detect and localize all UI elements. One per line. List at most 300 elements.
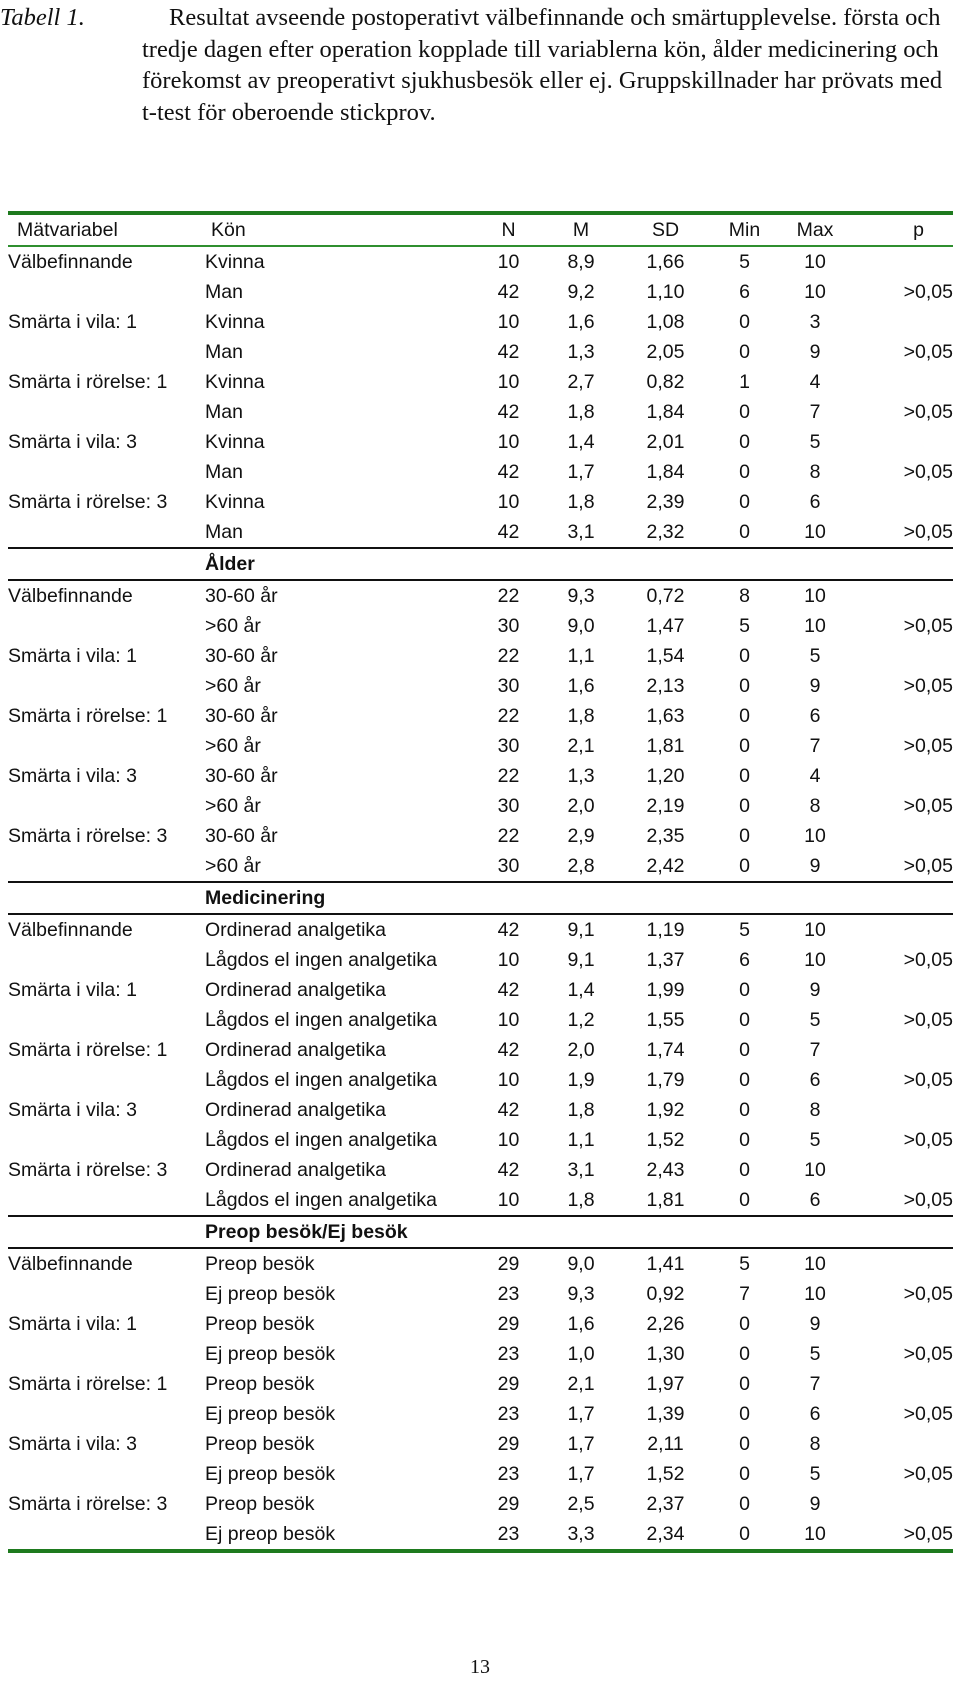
cell-max: 10 [804, 584, 826, 607]
cell-p-value: >0,05 [903, 1008, 953, 1031]
cell-p-value: >0,05 [903, 340, 953, 363]
table-row [8, 1095, 953, 1125]
cell-matvariabel: Välbefinnande [8, 250, 133, 273]
cell-max: 5 [809, 644, 821, 667]
cell-matvariabel [8, 671, 205, 701]
cell-min: 7 [739, 1282, 750, 1305]
cell-mean: 1,9 [567, 1068, 595, 1091]
cell-max: 10 [804, 948, 826, 971]
cell-max: 7 [809, 734, 821, 757]
section-spacer [8, 882, 205, 914]
cell-max: 6 [809, 1068, 821, 1091]
cell-mean: 9,3 [567, 584, 595, 607]
cell-p-value [853, 821, 953, 851]
cell-sd: 1,52 [646, 1128, 685, 1151]
cell-group: Man [205, 280, 243, 303]
table-row [8, 1459, 953, 1489]
cell-p-value: >0,05 [903, 794, 953, 817]
cell-mean: 1,3 [567, 764, 595, 787]
cell-group: Ej preop besök [205, 1342, 336, 1365]
cell-n: 23 [497, 1402, 520, 1425]
caption-label: Tabell 1. [0, 4, 85, 31]
cell-group: Ej preop besök [205, 1522, 336, 1545]
cell-n: 29 [497, 1372, 520, 1395]
cell-matvariabel [8, 1065, 205, 1095]
cell-matvariabel: Välbefinnande [8, 584, 133, 607]
cell-p-value: >0,05 [903, 1402, 953, 1425]
table-row [8, 457, 953, 487]
cell-max: 5 [809, 1462, 821, 1485]
table-caption [0, 2, 950, 128]
cell-min: 5 [739, 1252, 750, 1275]
table-row [8, 1489, 953, 1519]
cell-matvariabel: Smärta i rörelse: 1 [8, 704, 168, 727]
cell-n: 10 [497, 310, 520, 333]
cell-sd: 1,54 [646, 644, 685, 667]
table-row [8, 731, 953, 761]
cell-p-value: >0,05 [903, 460, 953, 483]
cell-max: 6 [809, 490, 821, 513]
cell-n: 29 [497, 1312, 520, 1335]
cell-min: 0 [739, 1158, 750, 1181]
cell-p-value [853, 761, 953, 791]
table-row [8, 1279, 953, 1309]
cell-n: 30 [497, 734, 520, 757]
header-min: Min [728, 218, 761, 241]
cell-max: 8 [809, 1432, 821, 1455]
cell-mean: 1,0 [567, 1342, 595, 1365]
cell-n: 42 [497, 1158, 520, 1181]
cell-n: 42 [497, 400, 520, 423]
cell-max: 10 [804, 1252, 826, 1275]
cell-sd: 1,74 [646, 1038, 685, 1061]
cell-matvariabel: Smärta i vila: 3 [8, 1098, 137, 1121]
cell-matvariabel [8, 1459, 205, 1489]
table-row [8, 1185, 953, 1216]
cell-min: 5 [739, 614, 750, 637]
cell-matvariabel: Smärta i vila: 3 [8, 430, 137, 453]
cell-group: Lågdos el ingen analgetika [205, 1188, 438, 1211]
cell-matvariabel: Smärta i vila: 3 [8, 1432, 137, 1455]
cell-max: 9 [809, 854, 821, 877]
header-matvariabel: Mätvariabel [17, 218, 118, 241]
cell-group: Kvinna [205, 430, 265, 453]
cell-matvariabel [8, 851, 205, 882]
section-title: Preop besök/Ej besök [205, 1220, 408, 1243]
cell-max: 3 [809, 310, 821, 333]
table-row [8, 307, 953, 337]
cell-matvariabel: Smärta i rörelse: 1 [8, 370, 168, 393]
cell-sd: 1,79 [646, 1068, 685, 1091]
cell-n: 23 [497, 1282, 520, 1305]
cell-sd: 1,84 [646, 460, 685, 483]
cell-max: 9 [809, 978, 821, 1001]
cell-min: 0 [739, 430, 750, 453]
cell-mean: 1,4 [567, 430, 595, 453]
cell-sd: 2,32 [646, 520, 685, 543]
cell-mean: 1,3 [567, 340, 595, 363]
cell-min: 0 [739, 1188, 750, 1211]
cell-mean: 8,9 [567, 250, 595, 273]
cell-min: 0 [739, 1128, 750, 1151]
section-spacer [8, 1216, 205, 1248]
cell-group: Kvinna [205, 250, 265, 273]
cell-mean: 2,8 [567, 854, 595, 877]
cell-min: 0 [739, 1312, 750, 1335]
cell-min: 0 [739, 1098, 750, 1121]
cell-n: 10 [497, 1128, 520, 1151]
cell-sd: 1,41 [646, 1252, 685, 1275]
cell-n: 10 [497, 370, 520, 393]
cell-mean: 3,1 [567, 1158, 595, 1181]
cell-mean: 9,1 [567, 948, 595, 971]
header-n: N [501, 218, 516, 241]
cell-sd: 0,72 [646, 584, 685, 607]
cell-group: Kvinna [205, 370, 265, 393]
cell-p-value [853, 1248, 953, 1279]
section-title: Ålder [205, 552, 255, 575]
cell-mean: 1,1 [567, 644, 595, 667]
cell-mean: 2,1 [567, 1372, 595, 1395]
cell-n: 30 [497, 854, 520, 877]
cell-sd: 1,08 [646, 310, 685, 333]
cell-max: 5 [809, 1008, 821, 1031]
cell-mean: 2,1 [567, 734, 595, 757]
cell-matvariabel [8, 1279, 205, 1309]
cell-mean: 1,7 [567, 1432, 595, 1455]
cell-n: 30 [497, 614, 520, 637]
table-row [8, 1065, 953, 1095]
table-row [8, 1339, 953, 1369]
cell-max: 8 [809, 1098, 821, 1121]
cell-group: 30-60 år [205, 764, 278, 787]
cell-group: 30-60 år [205, 644, 278, 667]
cell-n: 42 [497, 1098, 520, 1121]
cell-p-value: >0,05 [903, 1068, 953, 1091]
cell-min: 0 [739, 854, 750, 877]
header-max: Max [796, 218, 834, 241]
cell-min: 1 [739, 370, 750, 393]
page-number: 13 [470, 1656, 490, 1678]
cell-n: 42 [497, 978, 520, 1001]
cell-mean: 1,8 [567, 1188, 595, 1211]
cell-n: 10 [497, 490, 520, 513]
cell-sd: 1,63 [646, 704, 685, 727]
cell-mean: 1,8 [567, 490, 595, 513]
table-row [8, 761, 953, 791]
table-row [8, 1309, 953, 1339]
cell-matvariabel [8, 945, 205, 975]
cell-p-value [853, 1309, 953, 1339]
table-row [8, 427, 953, 457]
cell-max: 10 [804, 918, 826, 941]
cell-max: 5 [809, 1342, 821, 1365]
cell-min: 0 [739, 1432, 750, 1455]
cell-matvariabel: Smärta i rörelse: 3 [8, 824, 168, 847]
cell-p-value [853, 641, 953, 671]
section-spacer [8, 548, 205, 580]
cell-min: 0 [739, 794, 750, 817]
table-row [8, 517, 953, 548]
section-header-row [8, 548, 953, 580]
cell-p-value [853, 307, 953, 337]
cell-sd: 1,19 [646, 918, 685, 941]
cell-min: 0 [739, 978, 750, 1001]
table-row [8, 851, 953, 882]
cell-mean: 1,8 [567, 704, 595, 727]
cell-sd: 1,47 [646, 614, 685, 637]
cell-max: 10 [804, 250, 826, 273]
cell-max: 9 [809, 1492, 821, 1515]
cell-max: 6 [809, 1402, 821, 1425]
cell-n: 42 [497, 460, 520, 483]
cell-sd: 2,42 [646, 854, 685, 877]
cell-p-value: >0,05 [903, 854, 953, 877]
cell-group: >60 år [205, 854, 261, 877]
cell-group: Preop besök [205, 1432, 315, 1455]
cell-n: 42 [497, 1038, 520, 1061]
cell-mean: 1,4 [567, 978, 595, 1001]
cell-max: 4 [809, 370, 821, 393]
cell-group: Preop besök [205, 1372, 315, 1395]
cell-p-value [853, 701, 953, 731]
cell-max: 10 [804, 1522, 826, 1545]
table-row [8, 791, 953, 821]
header-kon: Kön [211, 218, 246, 241]
cell-p-value: >0,05 [903, 674, 953, 697]
table-row [8, 1369, 953, 1399]
cell-p-value: >0,05 [903, 948, 953, 971]
cell-matvariabel: Smärta i vila: 1 [8, 310, 137, 333]
table-row [8, 277, 953, 307]
cell-min: 0 [739, 1522, 750, 1545]
cell-group: Ordinerad analgetika [205, 1098, 387, 1121]
section-header-row [8, 882, 953, 914]
cell-group: Man [205, 340, 243, 363]
cell-p-value: >0,05 [903, 734, 953, 757]
cell-min: 0 [739, 460, 750, 483]
cell-matvariabel: Smärta i rörelse: 3 [8, 1492, 168, 1515]
cell-sd: 2,13 [646, 674, 685, 697]
cell-min: 0 [739, 734, 750, 757]
cell-n: 10 [497, 1068, 520, 1091]
header-m: M [572, 218, 590, 241]
cell-group: >60 år [205, 794, 261, 817]
cell-p-value [853, 1095, 953, 1125]
cell-mean: 2,0 [567, 1038, 595, 1061]
cell-mean: 9,0 [567, 1252, 595, 1275]
cell-n: 22 [497, 644, 520, 667]
cell-max: 10 [804, 1282, 826, 1305]
cell-matvariabel [8, 731, 205, 761]
table-row [8, 246, 953, 277]
cell-n: 23 [497, 1342, 520, 1365]
cell-max: 5 [809, 1128, 821, 1151]
cell-sd: 2,35 [646, 824, 685, 847]
cell-min: 0 [739, 1038, 750, 1061]
cell-sd: 1,39 [646, 1402, 685, 1425]
cell-mean: 1,8 [567, 400, 595, 423]
cell-sd: 1,66 [646, 250, 685, 273]
cell-sd: 2,26 [646, 1312, 685, 1335]
cell-matvariabel [8, 1399, 205, 1429]
table-row [8, 821, 953, 851]
cell-max: 10 [804, 614, 826, 637]
cell-mean: 9,0 [567, 614, 595, 637]
cell-min: 0 [739, 764, 750, 787]
cell-group: Ordinerad analgetika [205, 1038, 387, 1061]
cell-max: 10 [804, 824, 826, 847]
cell-min: 0 [739, 520, 750, 543]
cell-n: 30 [497, 674, 520, 697]
cell-group: Man [205, 400, 243, 423]
cell-p-value [853, 1155, 953, 1185]
cell-n: 42 [497, 340, 520, 363]
cell-p-value [853, 1035, 953, 1065]
cell-group: Preop besök [205, 1492, 315, 1515]
cell-matvariabel [8, 791, 205, 821]
cell-matvariabel [8, 611, 205, 641]
cell-mean: 1,6 [567, 674, 595, 697]
cell-sd: 1,37 [646, 948, 685, 971]
cell-mean: 1,6 [567, 310, 595, 333]
cell-p-value [853, 246, 953, 277]
cell-min: 0 [739, 1342, 750, 1365]
cell-max: 7 [809, 400, 821, 423]
cell-sd: 1,99 [646, 978, 685, 1001]
cell-mean: 3,1 [567, 520, 595, 543]
cell-matvariabel [8, 1339, 205, 1369]
cell-n: 10 [497, 1188, 520, 1211]
cell-p-value [853, 367, 953, 397]
cell-max: 10 [804, 280, 826, 303]
cell-p-value [853, 914, 953, 945]
cell-min: 0 [739, 674, 750, 697]
cell-mean: 1,1 [567, 1128, 595, 1151]
cell-group: 30-60 år [205, 824, 278, 847]
cell-min: 0 [739, 1372, 750, 1395]
cell-p-value: >0,05 [903, 280, 953, 303]
cell-sd: 2,19 [646, 794, 685, 817]
cell-mean: 1,7 [567, 460, 595, 483]
table-header-row [8, 213, 953, 246]
cell-group: Ordinerad analgetika [205, 918, 387, 941]
cell-p-value [853, 1489, 953, 1519]
cell-sd: 1,97 [646, 1372, 685, 1395]
cell-sd: 1,55 [646, 1008, 685, 1031]
cell-min: 0 [739, 1402, 750, 1425]
cell-max: 7 [809, 1038, 821, 1061]
cell-max: 6 [809, 704, 821, 727]
table-row [8, 975, 953, 1005]
cell-sd: 0,82 [646, 370, 685, 393]
cell-mean: 1,7 [567, 1462, 595, 1485]
table-row [8, 1248, 953, 1279]
cell-group: Lågdos el ingen analgetika [205, 1008, 438, 1031]
cell-min: 0 [739, 644, 750, 667]
table-row [8, 1035, 953, 1065]
table-row [8, 1519, 953, 1551]
cell-mean: 9,1 [567, 918, 595, 941]
cell-mean: 1,7 [567, 1402, 595, 1425]
cell-n: 10 [497, 948, 520, 971]
cell-sd: 1,84 [646, 400, 685, 423]
cell-matvariabel [8, 1519, 205, 1551]
cell-mean: 3,3 [567, 1522, 595, 1545]
cell-matvariabel: Smärta i vila: 3 [8, 764, 137, 787]
cell-sd: 1,30 [646, 1342, 685, 1365]
cell-n: 42 [497, 280, 520, 303]
cell-group: >60 år [205, 674, 261, 697]
cell-n: 22 [497, 764, 520, 787]
cell-sd: 1,10 [646, 280, 685, 303]
cell-n: 22 [497, 584, 520, 607]
section-header-row [8, 1216, 953, 1248]
table-row [8, 1005, 953, 1035]
cell-matvariabel: Smärta i rörelse: 3 [8, 1158, 168, 1181]
cell-mean: 1,2 [567, 1008, 595, 1031]
cell-group: Kvinna [205, 310, 265, 333]
cell-mean: 1,8 [567, 1098, 595, 1121]
cell-matvariabel [8, 397, 205, 427]
cell-sd: 2,11 [647, 1432, 684, 1455]
cell-p-value [853, 1369, 953, 1399]
cell-min: 6 [739, 948, 750, 971]
table-row [8, 671, 953, 701]
table-row [8, 397, 953, 427]
cell-group: Man [205, 520, 243, 543]
cell-max: 10 [804, 520, 826, 543]
cell-matvariabel [8, 277, 205, 307]
cell-max: 8 [809, 794, 821, 817]
cell-p-value: >0,05 [903, 520, 953, 543]
cell-matvariabel [8, 1125, 205, 1155]
cell-n: 29 [497, 1492, 520, 1515]
table-body [8, 246, 953, 1551]
cell-matvariabel [8, 337, 205, 367]
cell-matvariabel [8, 517, 205, 548]
cell-group: Lågdos el ingen analgetika [205, 1128, 438, 1151]
header-p: p [913, 218, 924, 241]
cell-max: 4 [809, 764, 821, 787]
cell-min: 8 [739, 584, 750, 607]
cell-min: 0 [739, 1068, 750, 1091]
cell-p-value [853, 487, 953, 517]
cell-matvariabel: Smärta i rörelse: 1 [8, 1372, 168, 1395]
cell-group: Preop besök [205, 1312, 315, 1335]
table-row [8, 914, 953, 945]
cell-mean: 2,5 [567, 1492, 595, 1515]
cell-n: 30 [497, 794, 520, 817]
cell-max: 9 [809, 340, 821, 363]
table-row [8, 367, 953, 397]
cell-max: 9 [809, 1312, 821, 1335]
cell-p-value: >0,05 [903, 614, 953, 637]
cell-group: Lågdos el ingen analgetika [205, 1068, 438, 1091]
cell-group: >60 år [205, 734, 261, 757]
cell-matvariabel: Välbefinnande [8, 918, 133, 941]
cell-p-value [853, 975, 953, 1005]
cell-n: 29 [497, 1252, 520, 1275]
cell-max: 5 [809, 430, 821, 453]
cell-p-value: >0,05 [903, 1128, 953, 1151]
cell-sd: 2,39 [646, 490, 685, 513]
cell-group: >60 år [205, 614, 261, 637]
header-sd: SD [651, 218, 680, 241]
table-row [8, 1155, 953, 1185]
cell-n: 22 [497, 704, 520, 727]
table-row [8, 487, 953, 517]
